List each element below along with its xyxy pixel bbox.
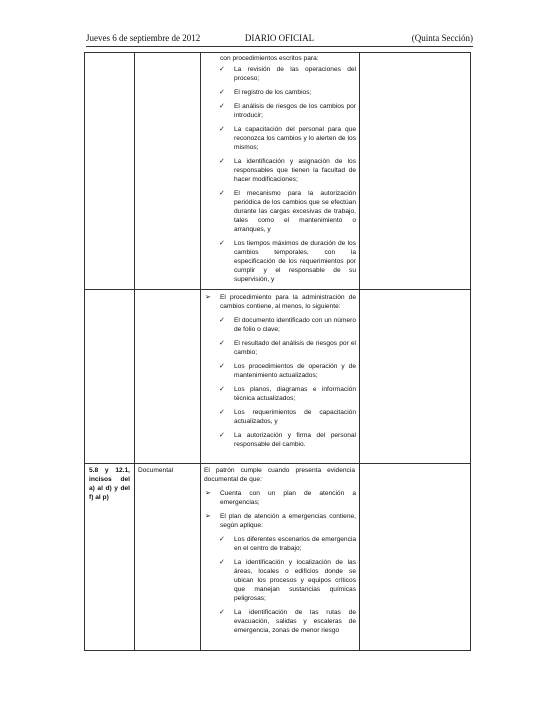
checkmark-icon: ✓ — [219, 535, 225, 543]
cell-criteria — [200, 464, 360, 650]
check-item: ✓ El análisis de riesgos de los cambios por introducir; — [219, 102, 356, 119]
checkmark-icon: ✓ — [219, 431, 225, 439]
checkmark-icon: ✓ — [219, 362, 225, 370]
criteria-intro: El patrón cumple cuando presenta evidencia documental de que: — [204, 467, 355, 483]
cell-notes — [359, 464, 471, 650]
check-item: ✓ Los tiempos máximos de duración de los cambios temporales, con la especificación de los requerimientos por cumplir y el responsable de su supervisión, y — [219, 239, 356, 283]
page-header — [86, 33, 473, 45]
checkmark-icon: ✓ — [219, 102, 225, 110]
check-item: ✓ Los procedimientos de operación y de mantenimiento actualizados; — [219, 362, 356, 379]
check-item: ✓ La identificación y asignación de los responsables que tienen la facultad de hacer modificaciones; — [219, 157, 356, 183]
checkmark-icon: ✓ — [219, 558, 225, 566]
cell-criteria — [200, 290, 360, 463]
cell-reference — [85, 290, 135, 463]
reference-text: 5.8 y 12.1, incisos del a) al d) y del f) al p) — [89, 467, 130, 501]
cell-evidence-type — [134, 290, 201, 463]
cell-evidence-type — [134, 464, 201, 650]
header-section: (Quinta Sección) — [411, 33, 473, 43]
cell-reference — [85, 464, 135, 650]
checkmark-icon: ✓ — [219, 88, 225, 96]
cell-criteria — [200, 53, 360, 289]
bullet-item: ➢ Cuenta con un plan de atención a emergencias; — [205, 489, 356, 506]
check-item: ✓ Los requerimientos de capacitación actualizados, y — [219, 408, 356, 425]
check-item: ✓ La capacitación del personal para que reconozca los cambios y lo alerten de los mismos; — [219, 125, 356, 151]
check-item: ✓ Los diferentes escenarios de emergencia en el centro de trabajo; — [219, 535, 356, 552]
cell-reference — [85, 53, 135, 289]
checkmark-icon: ✓ — [219, 408, 225, 416]
checkmark-icon: ✓ — [219, 385, 225, 393]
header-title: DIARIO OFICIAL — [244, 33, 315, 43]
table-row-change-content — [84, 289, 471, 464]
check-item: ✓ El resultado del análisis de riesgos por el cambio; — [219, 339, 356, 356]
check-item: ✓ Los planos, diagramas e información técnica actualizados; — [219, 385, 356, 402]
check-item: ✓ La identificación de las rutas de evacuación, salidas y escaleras de emergencia, zonas de menor riesgo — [219, 608, 356, 634]
check-item: ✓ La identificación y localización de las áreas, locales o edificios donde se ubican los procesos y equipos críticos que manejan sustancias químicas peligrosas; — [219, 558, 356, 602]
checkmark-icon: ✓ — [219, 157, 225, 165]
checkmark-icon: ✓ — [219, 65, 225, 73]
checkmark-icon: ✓ — [219, 239, 225, 247]
cell-notes — [359, 290, 471, 463]
checkmark-icon: ✓ — [219, 316, 225, 324]
cell-notes — [359, 53, 471, 289]
evidence-type-text: Documental — [138, 467, 174, 474]
bullet-item: ➢ El procedimiento para la administración de cambios contiene, al menos, lo siguiente: — [205, 293, 356, 310]
checkmark-icon: ✓ — [219, 339, 225, 347]
bullet-item: ➢ El plan de atención a emergencias contiene, según aplique: — [205, 512, 356, 529]
header-date: Jueves 6 de septiembre de 2012 — [86, 33, 201, 43]
header-rule — [86, 46, 473, 47]
arrow-bullet-icon: ➢ — [205, 512, 211, 520]
checkmark-icon: ✓ — [219, 189, 225, 197]
checkmark-icon: ✓ — [219, 125, 225, 133]
check-item: ✓ El documento identificado con un número de folio o clave; — [219, 316, 356, 333]
check-item: ✓ El registro de los cambios; — [219, 88, 312, 96]
arrow-bullet-icon: ➢ — [205, 489, 211, 497]
checkmark-icon: ✓ — [219, 608, 225, 616]
cell-evidence-type — [134, 53, 201, 289]
check-item: ✓ La autorización y firma del personal responsable del cambio. — [219, 431, 356, 448]
check-item: ✓ El mecanismo para la autorización periódica de los cambios que se efectúan durante las cargas excesivas de trabajo, tales como el mantenimiento o arranques, y — [219, 189, 356, 233]
table-row-emergency-plan — [84, 463, 471, 651]
arrow-bullet-icon: ➢ — [205, 293, 211, 301]
table-row-change-procedures — [84, 52, 471, 290]
check-item: ✓ La revisión de las operaciones del proceso; — [219, 65, 356, 82]
criteria-lead: con procedimientos escritos para: — [220, 55, 319, 62]
